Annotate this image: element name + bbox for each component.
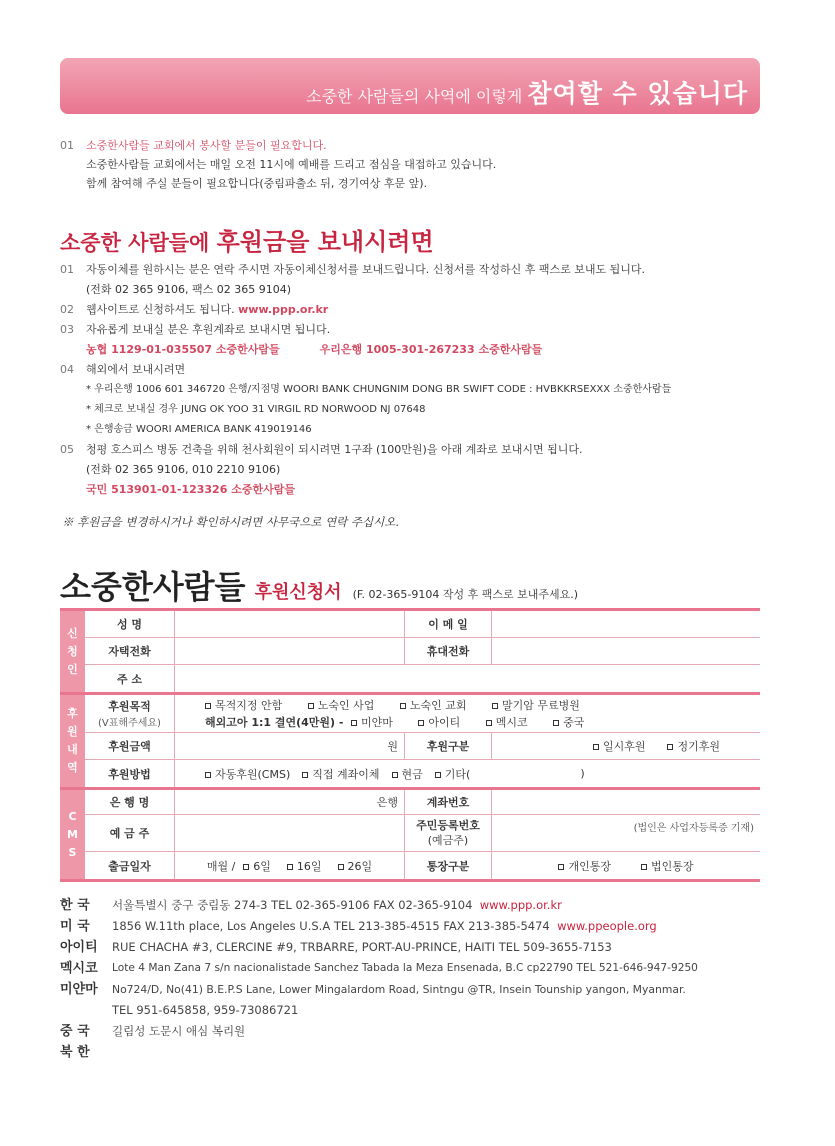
purpose-hospital-checkbox[interactable]: 말기암 무료병원	[492, 699, 580, 712]
withdraw-6-checkbox[interactable]: 6일	[243, 858, 271, 874]
volunteer-section: 01 소중한사람들 교회에서 봉사할 분들이 필요합니다. 소중한사람들 교회에서는 매일 오전 11시에 예배를 드리고 점심을 대접하고 있습니다. 함께 참여해 주실 분들이 필요합니다(중림파출소 뒤, 경기여상 후문 앞).	[60, 136, 496, 193]
address-myanmar: 미얀마 No724/D, No(41) B.E.P.S Lane, Lower Mingalardom Road, Sintngu @TR, Insein Tounship yangon, Myanmar.	[60, 982, 686, 997]
orphan-myanmar-checkbox[interactable]: 미얀마	[351, 716, 393, 729]
donation-heading: 소중한 사람들에 후원금을 보내시려면	[60, 227, 434, 256]
cms-block: C M S 은 행 명 은행 계좌번호 예 금 주 주민등록번호 (예금주) (법인은 사업자등록증 기재) 출금일자 매월 / 6일 16일 26일 통장구분 개인통장 법인통장	[60, 790, 760, 882]
application-form	[60, 608, 760, 882]
purpose-homeless-checkbox[interactable]: 노숙인 사업	[308, 699, 375, 712]
application-title: 소중한사람들 후원신청서 (F. 02-365-9104 작성 후 팩스로 보내주세요.)	[60, 568, 579, 606]
website-link[interactable]: www.ppp.or.kr	[238, 303, 329, 316]
mobile-field[interactable]	[492, 638, 760, 664]
address-north-korea: 북 한	[60, 1045, 90, 1060]
email-field[interactable]	[492, 611, 760, 637]
purpose-none-checkbox[interactable]: 목적지정 안함	[205, 699, 282, 712]
holder-field[interactable]	[175, 815, 405, 851]
donation-methods: 01 자동이체를 원하시는 분은 연락 주시면 자동이체신청서를 보내드립니다. 신청서를 작성하신 후 팩스로 보내도 됩니다. (전화 02 365 9106, 팩스 02 365 9104) 02 웹사이트로 신청하셔도 됩니다. www.ppp.or.kr 03 자유롭게 보내실 분은 후원계좌로 보내시면 됩니다. 농협 1129-01-035507 소중한사람들 우리은행 1005-301-267233 소중한사람들 04 해외에서 보내시려면 * 우리은행 1006 601 346720 은행/지점명 WOORI BANK CHUNGNIM DONG BR SWIFT CODE : HVBKKRSEXXX 소중한사람들 * 체크로 보내실 경우 JUNG OK YOO 31 VIRGIL RD NORWOOD NJ 07648 * 은행송금 WOORI AMERICA BANK 419019146 05 청평 호스피스 병동 건축을 위해 천사회원이 되시려면 1구좌 (100만원)을 아래 계좌로 보내시면 됩니다. (전화 02 365 9106, 010 2210 9106) 국민 513901-01-123326 소중한사람들	[60, 260, 671, 500]
amount-field[interactable]: 원	[175, 733, 405, 759]
contact-note: ※ 후원금을 변경하시거나 확인하시려면 사무국으로 연락 주십시오.	[62, 515, 400, 529]
account-number-field[interactable]	[492, 790, 760, 814]
address-korea: 한 국 서울특별시 중구 중림동 274-3 TEL 02-365-9106 FAX 02-365-9104 www.ppp.or.kr	[60, 895, 698, 916]
bank-field[interactable]: 은행	[175, 790, 405, 814]
purpose-church-checkbox[interactable]: 노숙인 교회	[400, 699, 467, 712]
cms-side-label: C M S	[60, 790, 85, 879]
banner-title: 소중한 사람들의 사역에 이렇게 참여할 수 있습니다	[306, 79, 748, 108]
applicant-block: 신 청 인 성 명 이 메 일 자택전화 휴대전화 주 소	[60, 611, 760, 695]
orphan-mexico-checkbox[interactable]: 멕시코	[486, 716, 528, 729]
address-usa: 미 국 1856 W.11th place, Los Angeles U.S.A TEL 213-385-4515 FAX 213-385-5474 www.ppeople.org	[60, 916, 698, 937]
method-transfer-checkbox[interactable]: 직접 계좌이체	[302, 766, 379, 782]
applicant-side-label: 신 청 인	[60, 611, 85, 692]
method-cms-checkbox[interactable]: 자동후원(CMS)	[205, 766, 290, 782]
home-phone-field[interactable]	[175, 638, 405, 664]
office-addresses	[60, 895, 698, 1063]
method-cash-checkbox[interactable]: 현금	[392, 766, 423, 782]
orphan-haiti-checkbox[interactable]: 아이티	[418, 716, 460, 729]
donation-block: 후 원 내 역 후원목적 (V표해주세요) 목적지정 안함 노숙인 사업 노숙인 교회 말기암 무료병원 해외고아 1:1 결연(4만원) - 미얀마 아이티 멕시코 중국 후원금액 원 후원구분 일시후원 정기후원 후원방법 자동후원(CMS) 직접 계좌이체 현금 기타( )	[60, 695, 760, 790]
address-china: 중 국 길림성 도문시 애심 복리원	[60, 1024, 246, 1039]
name-field[interactable]	[175, 611, 405, 637]
withdraw-26-checkbox[interactable]: 26일	[338, 858, 373, 874]
withdraw-16-checkbox[interactable]: 16일	[287, 858, 322, 874]
header-banner	[60, 58, 760, 114]
address-mexico: 멕시코 Lote 4 Man Zana 7 s/n nacionalistade Sanchez Tabada la Meza Ensenada, B.C cp22790 TEL 521-646-947-9250	[60, 961, 698, 976]
address-myanmar-tel: TEL 951-645858, 959-73086721	[112, 1003, 299, 1017]
registration-number-field[interactable]: (법인은 사업자등록증 기재)	[633, 823, 754, 834]
account-nonghyup: 농협 1129-01-035507 소중한사람들	[86, 343, 280, 356]
usa-website-link[interactable]: www.ppeople.org	[557, 919, 657, 933]
volunteer-headline: 소중한사람들 교회에서 봉사할 분들이 필요합니다.	[86, 139, 327, 152]
donation-side-label: 후 원 내 역	[60, 695, 85, 787]
type-regular-checkbox[interactable]: 정기후원	[667, 738, 720, 754]
address-haiti: 아이티 RUE CHACHA #3, CLERCINE #9, TRBARRE, PORT-AU-PRINCE, HAITI TEL 509-3655-7153	[60, 940, 612, 955]
acct-personal-checkbox[interactable]: 개인통장	[558, 858, 611, 874]
account-woori: 우리은행 1005-301-267233 소중한사람들	[319, 343, 543, 356]
account-kookmin: 국민 513901-01-123326 소중한사람들	[86, 483, 295, 496]
address-field[interactable]	[175, 665, 760, 692]
type-onetime-checkbox[interactable]: 일시후원	[593, 738, 646, 754]
method-other-checkbox[interactable]: 기타(	[435, 766, 471, 782]
orphan-china-checkbox[interactable]: 중국	[553, 716, 584, 729]
acct-corporate-checkbox[interactable]: 법인통장	[641, 858, 694, 874]
korea-website-link[interactable]: www.ppp.or.kr	[479, 898, 562, 912]
